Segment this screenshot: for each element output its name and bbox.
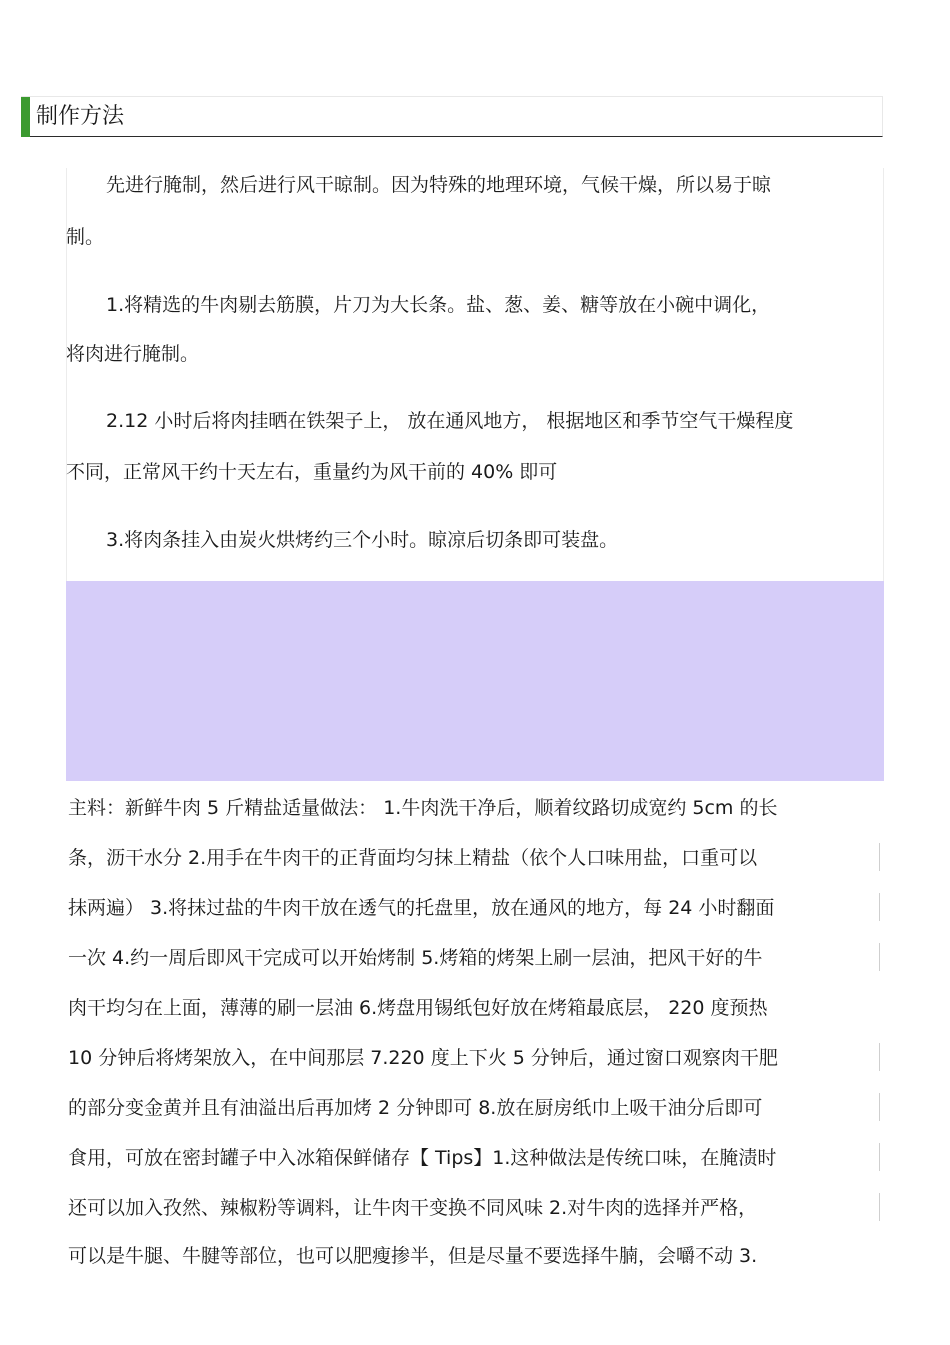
recipe-line: 可以是牛腿、牛腱等部位，也可以肥瘦掺半，但是尽量不要选择牛腩，会嚼不动 3.: [68, 1245, 758, 1267]
table-border-segment: [879, 1093, 880, 1121]
intro-paragraph-line-2: 制。: [66, 226, 105, 248]
section-header: [21, 96, 883, 137]
recipe-line: 10 分钟后将烤架放入，在中间那层 7.220 度上下火 5 分钟后，通过窗口观察肉干肥: [68, 1047, 778, 1069]
recipe-line: 肉干均匀在上面，薄薄的刷一层油 6.烤盘用锡纸包好放在烤箱最底层， 220 度预热: [68, 997, 768, 1019]
table-border-segment: [879, 943, 880, 971]
recipe-line: 一次 4.约一周后即风干完成可以开始烤制 5.烤箱的烤架上刷一层油，把风干好的牛: [68, 947, 763, 969]
recipe-line: 抹两遍） 3.将抹过盐的牛肉干放在透气的托盘里，放在通风的地方，每 24 小时翻面: [68, 897, 775, 919]
recipe-line: 的部分变金黄并且有油溢出后再加烤 2 分钟即可 8.放在厨房纸巾上吸干油分后即可: [68, 1097, 763, 1119]
recipe-line: 主料：新鲜牛肉 5 斤精盐适量做法： 1.牛肉洗干净后，顺着纹路切成宽约 5cm 的长: [68, 797, 778, 819]
recipe-line: 还可以加入孜然、辣椒粉等调料，让牛肉干变换不同风味 2.对牛肉的选择并严格，: [68, 1197, 758, 1219]
table-border-segment: [879, 1143, 880, 1171]
recipe-line: 条，沥干水分 2.用手在牛肉干的正背面均匀抹上精盐（依个人口味用盐，口重可以: [68, 847, 758, 869]
section-accent-bar: [21, 97, 30, 137]
step-3-line-1: 3.将肉条挂入由炭火烘烤约三个小时。晾凉后切条即可装盘。: [106, 529, 619, 551]
table-border-segment: [879, 893, 880, 921]
step-2-line-2: 不同，正常风干约十天左右，重量约为风干前的 40% 即可: [66, 461, 558, 483]
step-2-line-1: 2.12 小时后将肉挂晒在铁架子上， 放在通风地方， 根据地区和季节空气干燥程度: [106, 410, 794, 432]
intro-paragraph-line-1: 先进行腌制，然后进行风干晾制。因为特殊的地理环境，气候干燥，所以易于晾: [106, 174, 772, 196]
image-placeholder: [66, 581, 884, 781]
step-1-line-1: 1.将精选的牛肉剔去筋膜，片刀为大长条。盐、葱、姜、糖等放在小碗中调化，: [106, 294, 771, 316]
table-border-segment: [879, 1043, 880, 1071]
table-border-segment: [879, 843, 880, 871]
table-border-segment: [879, 1193, 880, 1221]
step-1-line-2: 将肉进行腌制。: [66, 343, 200, 365]
recipe-line: 食用，可放在密封罐子中入冰箱保鲜储存【 Tips】1.这种做法是传统口味，在腌渍时: [68, 1147, 777, 1169]
section-title: 制作方法: [36, 104, 125, 129]
